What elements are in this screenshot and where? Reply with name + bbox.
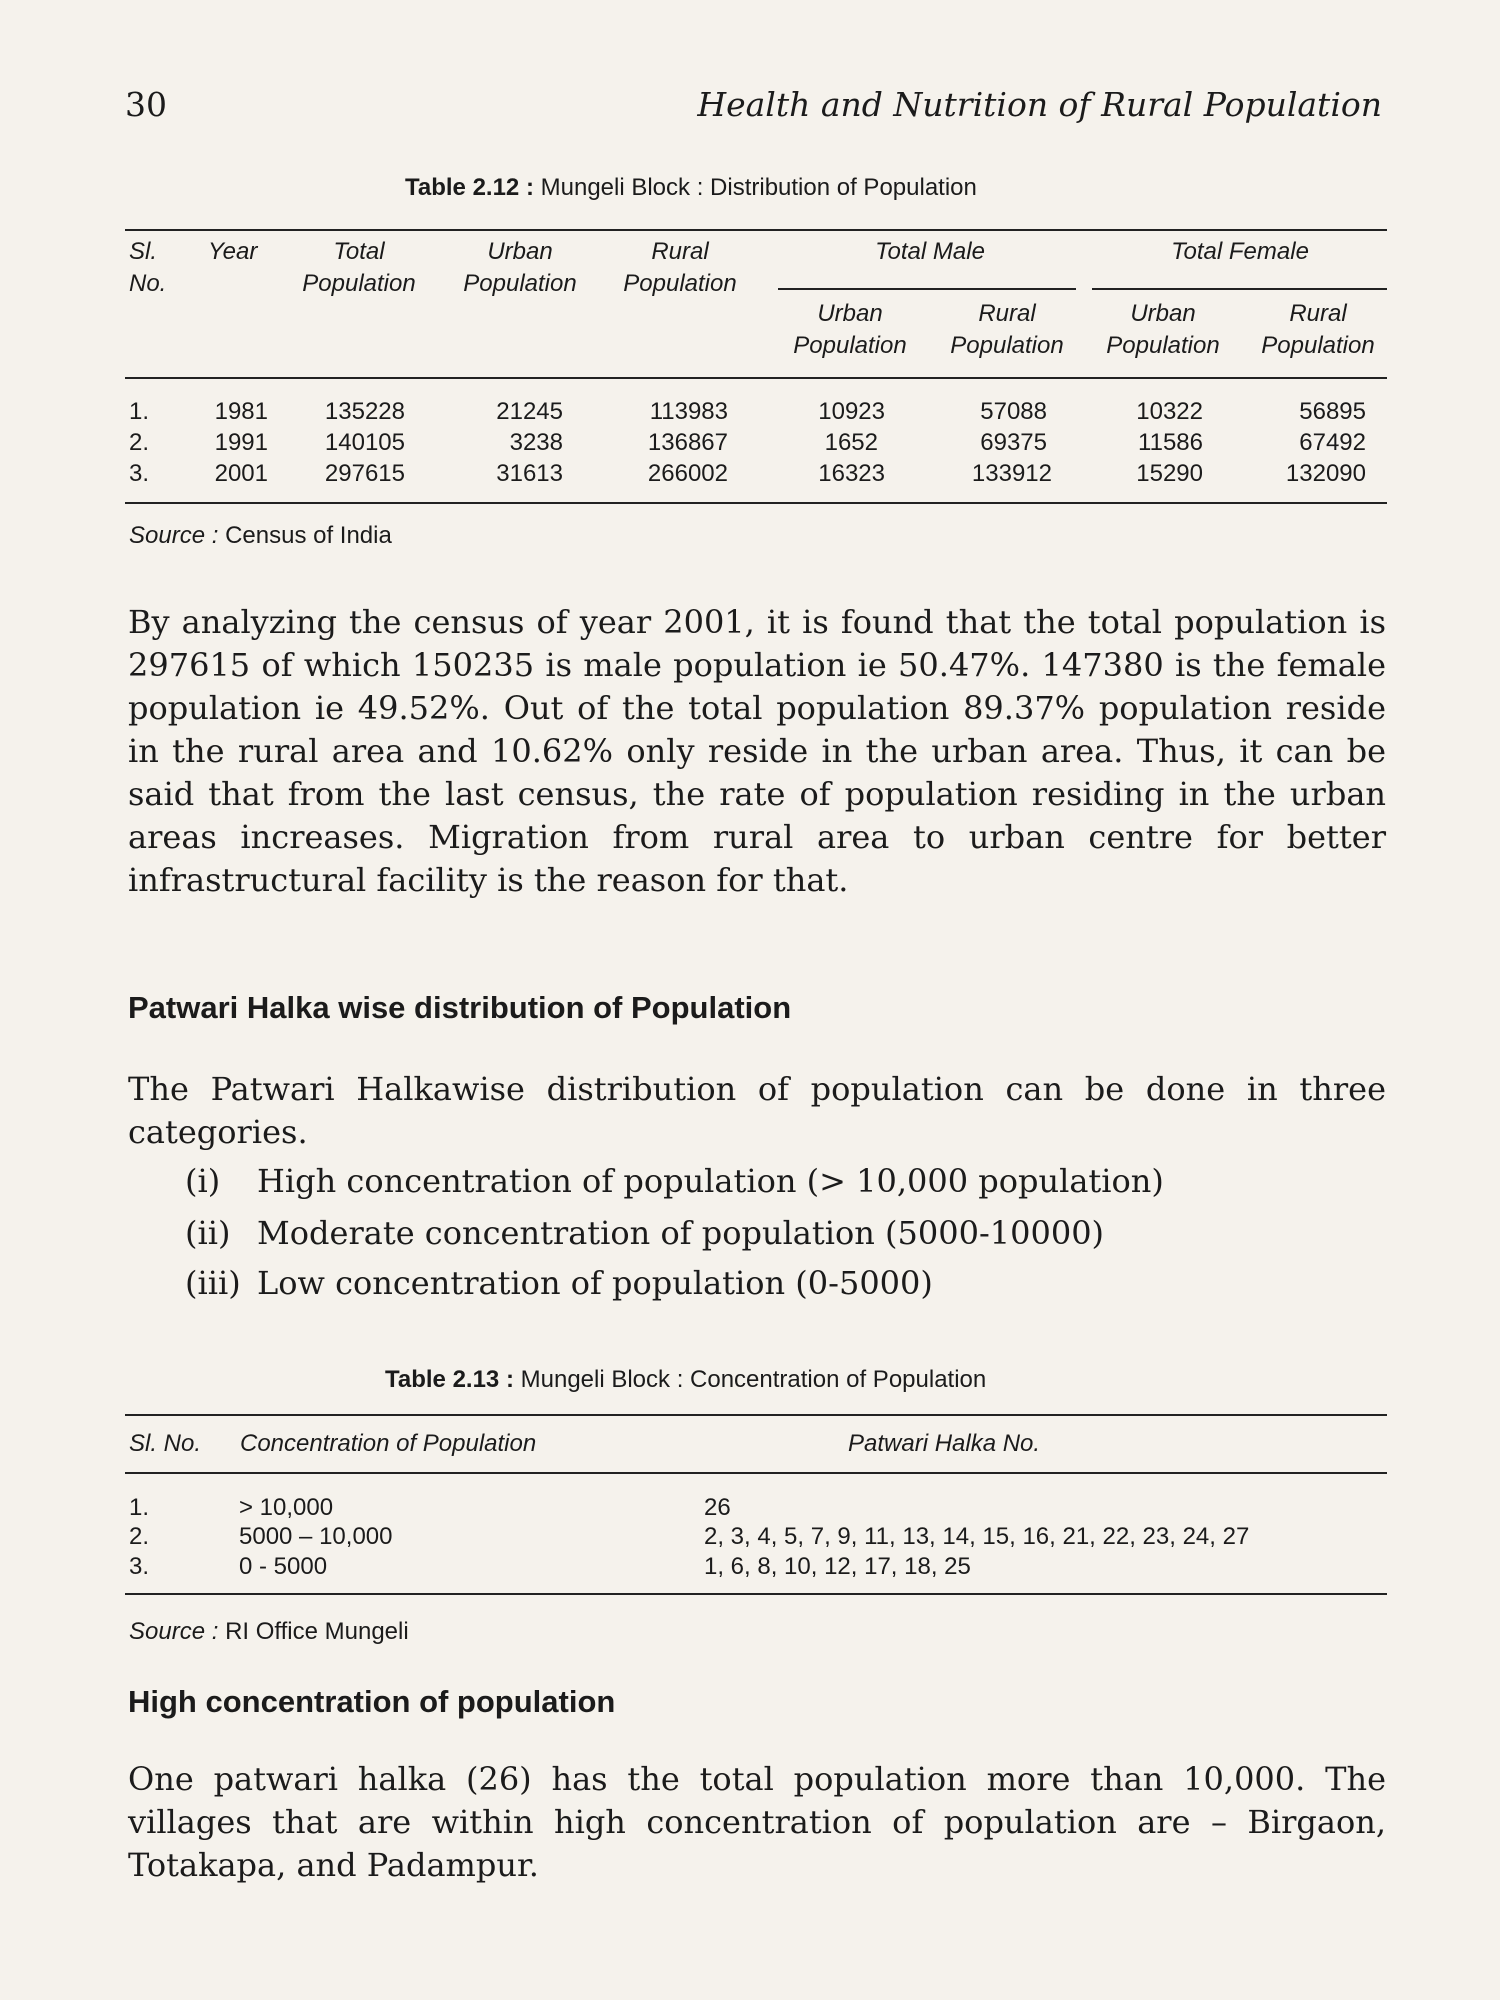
cell-halka: 2, 3, 4, 5, 7, 9, 11, 13, 14, 15, 16, 21, 22, 23, 24, 27: [704, 1523, 1250, 1550]
cell-male-urban: 1652: [824, 429, 878, 456]
list-item-marker: (iii): [185, 1264, 241, 1302]
cell-male-rural: 133912: [971, 460, 1052, 487]
col-header-total-sub: Population: [302, 270, 416, 297]
col-header-total-female: Total Female: [1171, 238, 1309, 265]
page-number: 30: [125, 85, 167, 124]
table-header-rule: [125, 377, 1387, 379]
col-header-rural: Rural: [651, 238, 709, 265]
female-group-rule: [1092, 288, 1387, 290]
cell-year: 1981: [214, 398, 268, 425]
col-header-urban-sub: Population: [463, 270, 577, 297]
col-header-male-rural-sub: Population: [950, 332, 1064, 359]
list-item-marker: (i): [185, 1162, 221, 1200]
cell-male-rural: 57088: [980, 398, 1047, 425]
cell-year: 2001: [214, 460, 268, 487]
col-header-sl: Sl. No.: [129, 1430, 202, 1457]
table-top-rule: [125, 1414, 1387, 1416]
table-header-rule: [125, 1472, 1387, 1474]
cell-rural: 113983: [649, 398, 728, 425]
cell-year: 1991: [214, 429, 268, 456]
col-header-female-urban-sub: Population: [1106, 332, 1220, 359]
cell-sl: 3.: [129, 460, 150, 487]
col-header-rural-sub: Population: [623, 270, 737, 297]
cell-urban: 21245: [496, 398, 563, 425]
cell-total: 135228: [324, 398, 405, 425]
cell-sl: 3.: [129, 1553, 150, 1580]
body-paragraph: The Patwari Halkawise distribution of population can be done in three categories.: [128, 1070, 1386, 1151]
male-group-rule: [778, 288, 1076, 290]
col-header-male-rural: Rural: [978, 300, 1036, 327]
cell-concentration: > 10,000: [239, 1494, 334, 1521]
body-paragraph: One patwari halka (26) has the total population more than 10,000. The villages that are within high concentration of population are – Birgaon, Totakapa, and Padampur.: [128, 1760, 1386, 1884]
source-label: Source :: [129, 522, 219, 549]
section-heading: High concentration of population: [128, 1684, 616, 1719]
list-item-text: Low concentration of population (0-5000): [257, 1264, 933, 1302]
cell-male-urban: 10923: [818, 398, 885, 425]
cell-total: 297615: [324, 460, 405, 487]
col-header-female-rural-sub: Population: [1261, 332, 1375, 359]
col-header-sl: Sl.: [129, 238, 158, 265]
body-paragraph: By analyzing the census of year 2001, it is found that the total population is 297615 of which 150235 is male population ie 50.47%. 147380 is the female population ie 49.52%. Out of the total population 89.37% population reside in the rural area and 10.62% only reside in the urban area. Thus, it can be said that from the last census, the rate of population residing in the urban areas increases. Migration from rural area to urban centre for better infrastructural facility is the reason for that.: [128, 603, 1386, 899]
col-header-male-urban: Urban: [817, 300, 883, 327]
cell-concentration: 5000 – 10,000: [239, 1523, 393, 1550]
cell-female-urban: 10322: [1136, 398, 1203, 425]
cell-urban: 3238: [509, 429, 563, 456]
cell-female-urban: 11586: [1138, 429, 1203, 456]
cell-halka: 26: [704, 1494, 731, 1521]
source-text: RI Office Mungeli: [225, 1618, 409, 1645]
source-text: Census of India: [225, 522, 392, 549]
table-bottom-rule: [125, 502, 1387, 504]
cell-female-rural: 132090: [1285, 460, 1366, 487]
col-header-female-urban: Urban: [1130, 300, 1196, 327]
cell-total: 140105: [324, 429, 405, 456]
table-bottom-rule: [125, 1593, 1387, 1595]
source-label: Source :: [129, 1618, 219, 1645]
list-item-text: Moderate concentration of population (5000-10000): [257, 1214, 1105, 1252]
col-header-male-urban-sub: Population: [793, 332, 907, 359]
table-caption-text: Mungeli Block : Concentration of Population: [520, 1366, 987, 1393]
table-caption-label: Table 2.13 :: [385, 1366, 514, 1393]
table-source: [129, 1618, 409, 1646]
cell-sl: 2.: [129, 429, 150, 456]
list-item-text: High concentration of population (> 10,000 population): [257, 1162, 1164, 1200]
section-heading: Patwari Halka wise distribution of Population: [128, 990, 792, 1025]
cell-female-rural: 67492: [1299, 429, 1366, 456]
cell-male-urban: 16323: [818, 460, 885, 487]
col-header-urban: Urban: [487, 238, 553, 265]
cell-sl: 2.: [129, 1523, 150, 1550]
cell-sl: 1.: [129, 398, 150, 425]
table-source: [129, 522, 392, 550]
cell-concentration: 0 - 5000: [239, 1553, 328, 1580]
table-top-rule: [125, 229, 1387, 231]
col-header-female-rural: Rural: [1289, 300, 1347, 327]
col-header-concentration: Concentration of Population: [240, 1430, 537, 1457]
col-header-halka: Patwari Halka No.: [848, 1430, 1041, 1457]
running-title: Health and Nutrition of Rural Population: [697, 85, 1382, 124]
col-header-total-male: Total Male: [875, 238, 985, 265]
cell-female-urban: 15290: [1136, 460, 1203, 487]
cell-female-rural: 56895: [1299, 398, 1366, 425]
cell-urban: 31613: [496, 460, 563, 487]
list-item: [185, 1160, 1164, 1203]
cell-sl: 1.: [129, 1494, 150, 1521]
col-header-total: Total: [333, 238, 385, 265]
list-item: [185, 1262, 933, 1305]
cell-halka: 1, 6, 8, 10, 12, 17, 18, 25: [704, 1553, 971, 1580]
table-caption-text: Mungeli Block : Distribution of Population: [540, 174, 977, 201]
table-caption: [385, 1366, 986, 1394]
col-header-no: No.: [129, 270, 167, 297]
cell-rural: 136867: [647, 429, 728, 456]
col-header-year: Year: [208, 238, 258, 265]
list-item-marker: (ii): [185, 1214, 231, 1252]
list-item: [185, 1212, 1104, 1255]
table-caption: [405, 174, 977, 202]
cell-rural: 266002: [647, 460, 728, 487]
cell-male-rural: 69375: [980, 429, 1047, 456]
table-caption-label: Table 2.12 :: [405, 174, 534, 201]
